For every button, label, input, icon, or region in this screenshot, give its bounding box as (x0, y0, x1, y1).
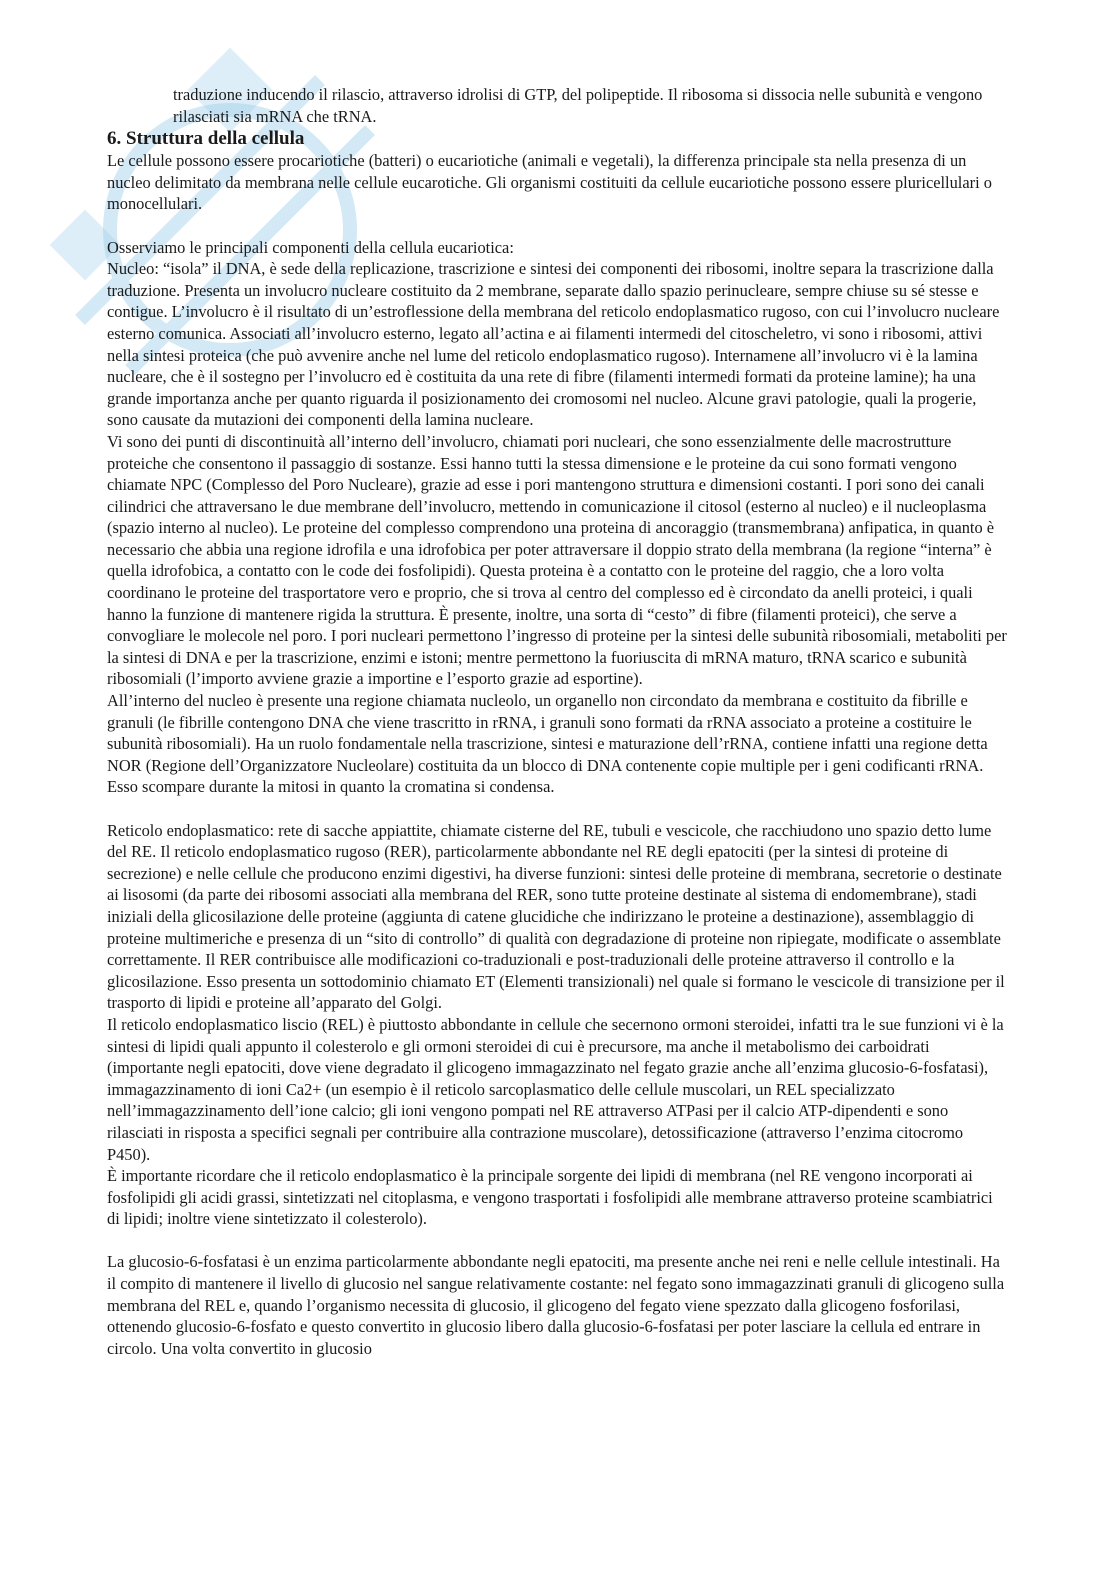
paragraph-nucleolo: All’interno del nucleo è presente una regione chiamata nucleolo, un organello non circondato da membrana e costituito da fibrille e granuli (le fibrille contengono DNA che viene trascritto in rRNA, i granuli sono formati da rRNA associato a proteine a costituire le subunità ribosomiali). Ha un ruolo fondamentale nella trascrizione, sintesi e maturazione dell’rRNA, contiene infatti una regione detta NOR (Regione dell’Organizzatore Nucleolare) costituita da un blocco di DNA contenente copie multiple per i geni codificanti rRNA. Esso scompare durante la mitosi in quanto la cromatina si condensa. (107, 691, 988, 797)
document-page (107, 84, 1007, 1359)
paragraph-reticolo: Reticolo endoplasmatico: rete di sacche appiattite, chiamate cisterne del RE, tubuli e vescicole, che racchiudono uno spazio detto lume del RE. Il reticolo endoplasmatico rugoso (RER), particolarmente abbondante nel RE degli epatociti (per la sintesi di proteine di secrezione) e nelle cellule che producono enzimi digestivi, ha diverse funzioni: sintesi delle proteine di membrana, secretorie o destinate ai lisosomi (da parte dei ribosomi associati alla membrana del RER, sono tutte proteine destinate al sistema di endomembrane), stadi iniziali della glicosilazione delle proteine (aggiunta di catene glucidiche che indirizzano le proteine a destinazione), assemblaggio di proteine multimeriche e presenza di un “sito di controllo” di qualità con degradazione di proteine non ripiegate, modificate o assemblate correttamente. Il RER contribuisce alle modificazioni co-traduzionali e post-traduzionali delle proteine attraverso il controllo e la glicosilazione. Esso presenta un sottodominio chiamato ET (Elementi transizionali) nel quale si formano le vescicole di transizione per il trasporto di lipidi e proteine all’apparato del Golgi. (107, 820, 1005, 1013)
paragraph-rel: Il reticolo endoplasmatico liscio (REL) è piuttosto abbondante in cellule che secernono ormoni steroidei, infatti tra le sue funzioni vi è la sintesi di lipidi quali appunto il colesterolo e gli ormoni steroidei di cui è precursore, ma anche il metabolismo dei carboidrati (importante negli epatociti, dove viene degradato il glicogeno immagazzinato nel fegato grazie anche all’enzima glucosio-6-fosfatasi), immagazzinamento di ioni Ca2+ (un esempio è il reticolo sarcoplasmatico delle cellule muscolari, un REL specializzato nell’immagazzinamento dell’ione calcio; gli ioni vengono pompati nel RE attraverso ATPasi per il calcio ATP-dipendenti e sono rilasciati in risposta a specifici segnali per contribuire alla contrazione muscolare), detossificazione (attraverso l’enzima citocromo P450). (107, 1014, 1004, 1164)
paragraph-nucleo: Nucleo: “isola” il DNA, è sede della replicazione, trascrizione e sintesi dei componenti dei ribosomi, inoltre separa la trascrizione dalla traduzione. Presenta un involucro nucleare costituito da 2 membrane, separate dallo spazio perinucleare, sempre chiuse su sé stesse e contigue. L’involucro è il risultato di un’estroflessione della membrana del reticolo endoplasmatico rugoso, con cui l’involucro nucleare esterno comunica. Associati all’involucro esterno, legato all’actina e ai filamenti intermedi del citoscheletro, vi sono i ribosomi, attivi nella sintesi proteica (che può avvenire anche nel lume del reticolo endoplasmatico rugoso). Internamene all’involucro vi è la lamina nucleare, che è il sostegno per l’involucro ed è costituita da una rete di fibre (filamenti intermedi formati da proteine lamine); ha una grande importanza anche per quanto riguarda il posizionamento dei cromosomi nel nucleo. Alcune gravi patologie, quali la progerie, sono causate da mutazioni dei componenti della lamina nucleare. (107, 259, 1000, 430)
paragraph-glucosio: La glucosio-6-fosfatasi è un enzima particolarmente abbondante negli epatociti, ma presente anche nei reni e nelle cellule intestinali. Ha il compito di mantenere il livello di glucosio nel sangue relativamente costante: nel fegato sono immagazzinati granuli di glicogeno sulla membrana del REL e, quando l’organismo necessita di glucosio, il glicogeno del fegato viene spezzato dalla glicogeno fosforilasi, ottenendo glucosio-6-fosfato e questo convertito in glucosio libero dalla glucosio-6-fosfatasi per poter lasciare la cellula ed entrare in circolo. Una volta convertito in glucosio (107, 1252, 1005, 1358)
section-title: 6. Struttura della cellula (107, 128, 305, 150)
paragraph-2: Osserviamo le principali componenti della cellula eucariotica: (107, 237, 514, 257)
paragraph-1: Le cellule possono essere procariotiche (batteri) o eucariotiche (animali e vegetali), la differenza principale sta nella presenza di un nucleo delimitato da membrana nelle cellule eucarotiche. Gli organismi costituiti da cellule eucariotiche possono essere pluricellulari o monocellulari. (107, 151, 992, 214)
paragraph-pori: Vi sono dei punti di discontinuità all’interno dell’involucro, chiamati pori nucleari, che sono essenzialmente delle macrostrutture proteiche che consentono il passaggio di sostanze. Essi hanno tutti la stessa dimensione e le proteine da cui sono formati vengono chiamate NPC (Complesso del Poro Nucleare), grazie ad esse i pori mantengono struttura e dimensioni costanti. I pori sono dei canali cilindrici che attraversano le due membrane dell’involucro, mettendo in comunicazione il citosol (esterno al nucleo) e il nucleoplasma (spazio interno al nucleo). Le proteine del complesso comprendono una proteina di ancoraggio (transmembrana) anfipatica, in quanto è necessario che abbia una regione idrofila e una idrofobica per poter attraversare il doppio strato della membrana (la regione “interna” è quella idrofobica, a contatto con le code dei fosfolipidi). Questa proteina è a contatto con le proteine del raggio, che a loro volta coordinano le proteine del trasportatore vero e proprio, che si trova al centro del complesso ed è circondato da anelli proteici, i quali hanno la funzione di mantenere rigida la struttura. È presente, inoltre, una sorta di “cesto” di fibre (filamenti proteici), che serve a convogliare le molecole nel poro. I pori nucleari permettono l’ingresso di proteine per la sintesi delle subunità ribosomiali, metaboliti per la sintesi di DNA e per la trascrizione, enzimi e istoni; mentre permettono la fuoriuscita di mRNA maturo, tRNA scarico e subunità ribosomiali (l’importo avviene grazie a importine e l’esporto grazie ad esportine). (107, 431, 1007, 689)
paragraph-lipidi: È importante ricordare che il reticolo endoplasmatico è la principale sorgente dei lipidi di membrana (nel RE vengono incorporati ai fosfolipidi gli acidi grassi, sintetizzati nel citoplasma, e vengono trasportati i fosfolipidi alle membrane attraverso proteine scambiatrici di lipidi; inoltre viene sintetizzato il colesterolo). (107, 1166, 993, 1229)
paragraph-intro: traduzione inducendo il rilascio, attraverso idrolisi di GTP, del polipeptide. Il ribosoma si dissocia nelle subunità e vengono rilasciati sia mRNA che tRNA. (173, 85, 983, 126)
